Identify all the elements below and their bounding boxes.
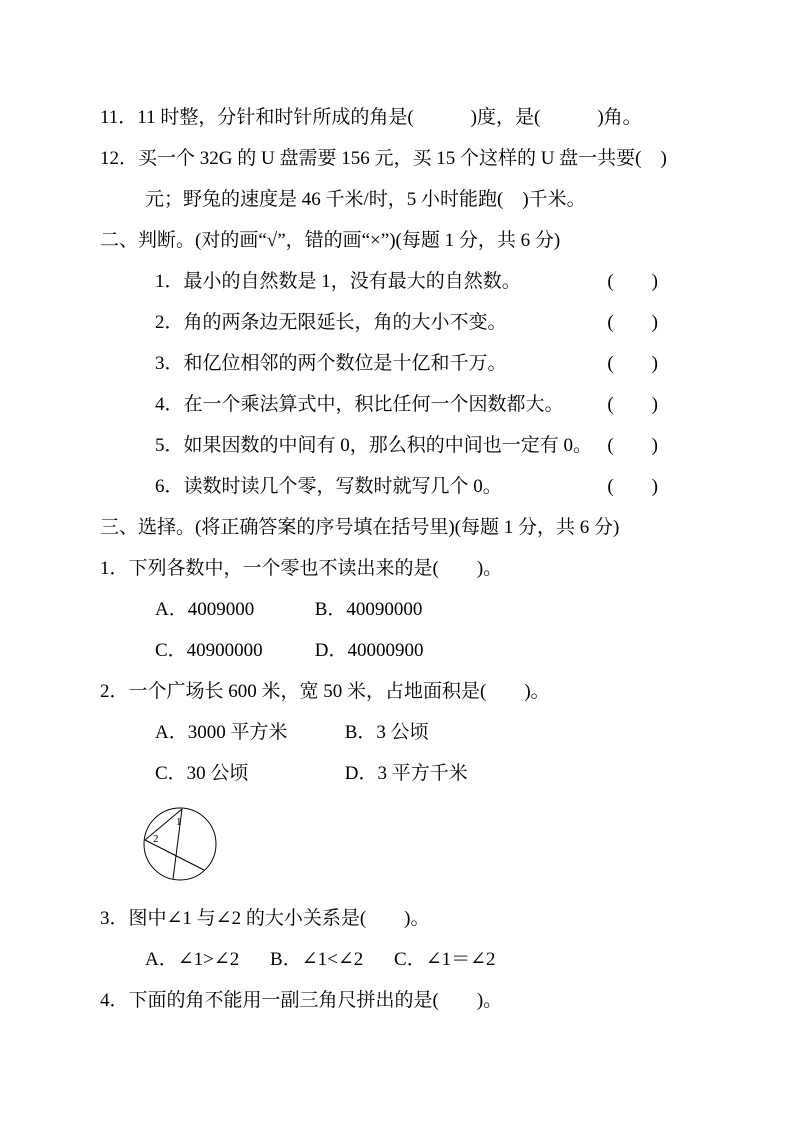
choice-question-1: 1．下列各数中，一个零也不读出来的是( )。 [100, 558, 503, 579]
judge-item-5-answer-blank: ( ) [607, 435, 658, 456]
choice-1-option-a: A．4009000 [155, 599, 255, 620]
choice-2-option-b: B．3 公顷 [344, 722, 429, 743]
choice-question-2-options-row-1 [100, 712, 708, 753]
judge-item-2-text: 2．角的两条边无限延长，角的大小不变。 [155, 312, 507, 333]
judge-item-5-text: 5．如果因数的中间有 0，那么积的中间也一定有 0。 [155, 435, 593, 456]
angle-2-label: 2 [153, 833, 159, 845]
choice-question-1-options-row-1 [100, 589, 708, 630]
fill-question-12-line1: 12．买一个 32G 的 U 盘需要 156 元，买 15 个这样的 U 盘一共要( ) [100, 148, 667, 169]
choice-3-option-c: C．∠1＝∠2 [394, 949, 496, 970]
judge-item-6-text: 6．读数时读几个零，写数时就写几个 0。 [155, 476, 502, 497]
choice-3-option-a: A．∠1>∠2 [145, 949, 240, 970]
judge-item-2-answer-blank: ( ) [607, 312, 658, 333]
judge-item-1-answer-blank: ( ) [607, 271, 658, 292]
choice-1-option-c: C．40900000 [155, 640, 263, 661]
judge-item-4 [100, 384, 658, 425]
section-choice-title: 三、选择。(将正确答案的序号填在括号里)(每题 1 分，共 6 分) [100, 517, 620, 538]
judge-item-4-answer-blank: ( ) [607, 394, 658, 415]
angle-1-label: 1 [176, 816, 182, 828]
judge-item-6 [100, 466, 658, 507]
judge-item-2 [100, 302, 658, 343]
choice-question-2: 2．一个广场长 600 米，宽 50 米，占地面积是( )。 [100, 681, 550, 702]
circle-angles-diagram-svg [140, 804, 220, 884]
judge-item-5 [100, 425, 658, 466]
choice-2-option-a: A．3000 平方米 [155, 722, 288, 743]
judge-item-3-answer-blank: ( ) [607, 353, 658, 374]
choice-question-1-options-row-2 [100, 630, 708, 671]
fill-question-11: 11．11 时整，分针和时针所成的角是( )度，是( )角。 [100, 107, 642, 128]
fill-question-12-line2: 元；野兔的速度是 46 千米/时，5 小时能跑( )千米。 [145, 189, 586, 210]
judge-item-3-text: 3．和亿位相邻的两个数位是十亿和千万。 [155, 353, 507, 374]
choice-2-option-d: D．3 平方千米 [344, 763, 468, 784]
section-judge-title: 二、判断。(对的画“√”，错的画“×”)(每题 1 分，共 6 分) [100, 230, 561, 251]
choice-question-3-options-row [100, 939, 708, 980]
judge-item-1 [100, 261, 658, 302]
judge-item-3 [100, 343, 658, 384]
judge-item-1-text: 1．最小的自然数是 1，没有最大的自然数。 [155, 271, 521, 292]
choice-1-option-b: B．40090000 [314, 599, 423, 620]
choice-question-3: 3．图中∠1 与∠2 的大小关系是( )。 [100, 908, 430, 929]
choice-2-option-c: C．30 公顷 [155, 763, 249, 784]
judge-item-4-text: 4．在一个乘法算式中，积比任何一个因数都大。 [155, 394, 564, 415]
choice-question-2-options-row-2 [100, 753, 708, 794]
circle-angles-diagram [140, 804, 708, 886]
choice-question-4: 4．下面的角不能用一副三角尺拼出的是( )。 [100, 990, 503, 1011]
judge-item-6-answer-blank: ( ) [607, 476, 658, 497]
choice-3-option-b: B．∠1<∠2 [270, 949, 364, 970]
choice-1-option-d: D．40000900 [314, 640, 424, 661]
